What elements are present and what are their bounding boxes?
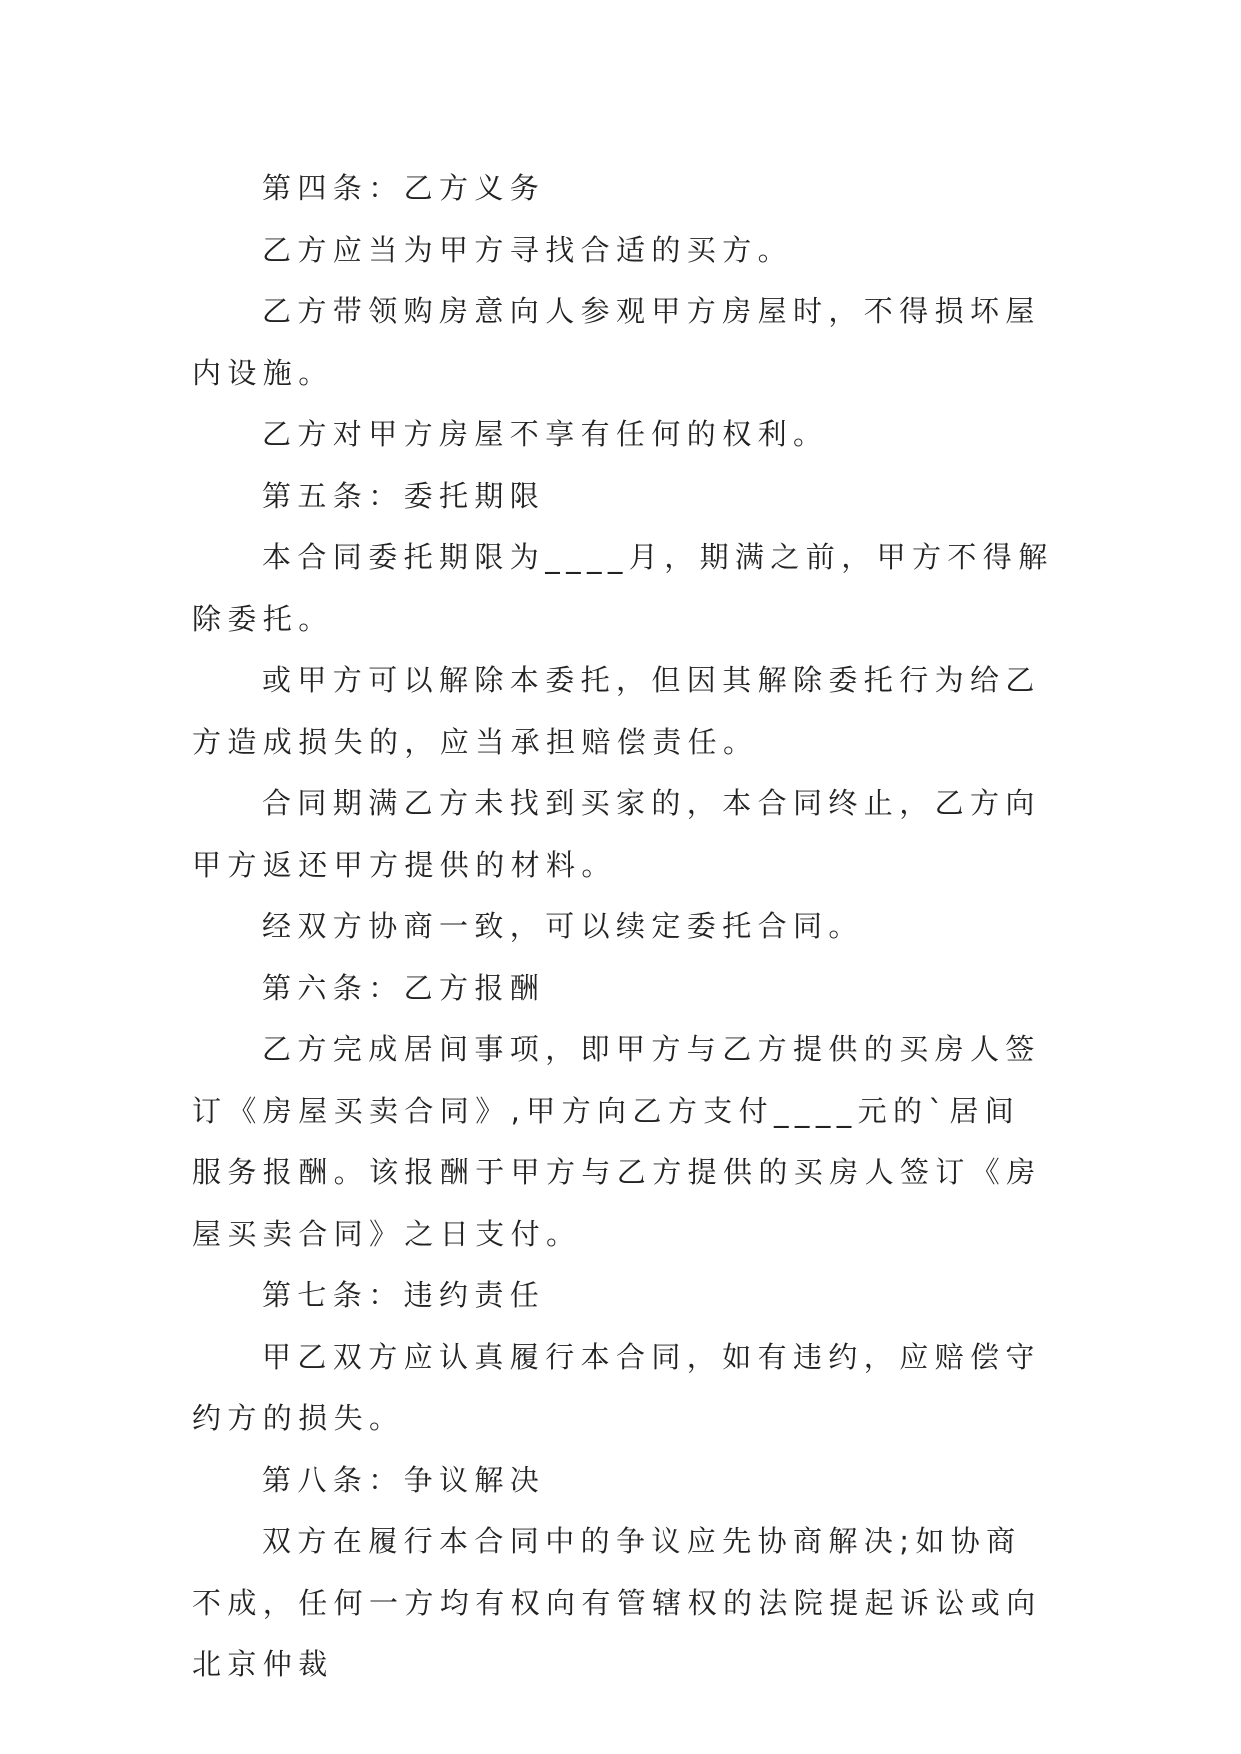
paragraph: 乙方应当为甲方寻找合适的买方。: [262, 232, 794, 267]
article-6-heading: 第六条：乙方报酬: [262, 970, 546, 1005]
paragraph: 经双方协商一致，可以续定委托合同。: [262, 909, 864, 943]
article-8-heading: 第八条：争议解决: [262, 1462, 546, 1497]
paragraph: 合同期满乙方未找到买家的，本合同终止，乙方向甲方返还甲方提供的材料。: [192, 786, 1041, 882]
article-7-heading: 第七条：违约责任: [262, 1278, 546, 1312]
document-page: [192, 158, 1054, 1696]
article-5-heading: 第五条：委托期限: [262, 478, 546, 513]
paragraph: 甲乙双方应认真履行本合同，如有违约，应赔偿守约方的损失。: [192, 1339, 1041, 1435]
paragraph: 乙方完成居间事项，即甲方与乙方提供的买房人签订《房屋买卖合同》,甲方向乙方支付____元的`居间服务报酬。该报酬于甲方与乙方提供的买房人签订《房屋买卖合同》之日支付。: [192, 1032, 1042, 1251]
article-4-heading: 第四条：乙方义务: [262, 171, 546, 205]
paragraph: 乙方对甲方房屋不享有任何的权利。: [262, 417, 829, 451]
paragraph: 双方在履行本合同中的争议应先协商解决;如协商不成，任何一方均有权向有管辖权的法院提起诉讼或向北京仲裁: [192, 1524, 1042, 1681]
paragraph: 或甲方可以解除本委托，但因其解除委托行为给乙方造成损失的，应当承担赔偿责任。: [192, 663, 1041, 759]
paragraph: 本合同委托期限为____月，期满之前，甲方不得解除委托。: [192, 540, 1054, 636]
paragraph: 乙方带领购房意向人参观甲方房屋时，不得损坏屋内设施。: [192, 294, 1041, 390]
